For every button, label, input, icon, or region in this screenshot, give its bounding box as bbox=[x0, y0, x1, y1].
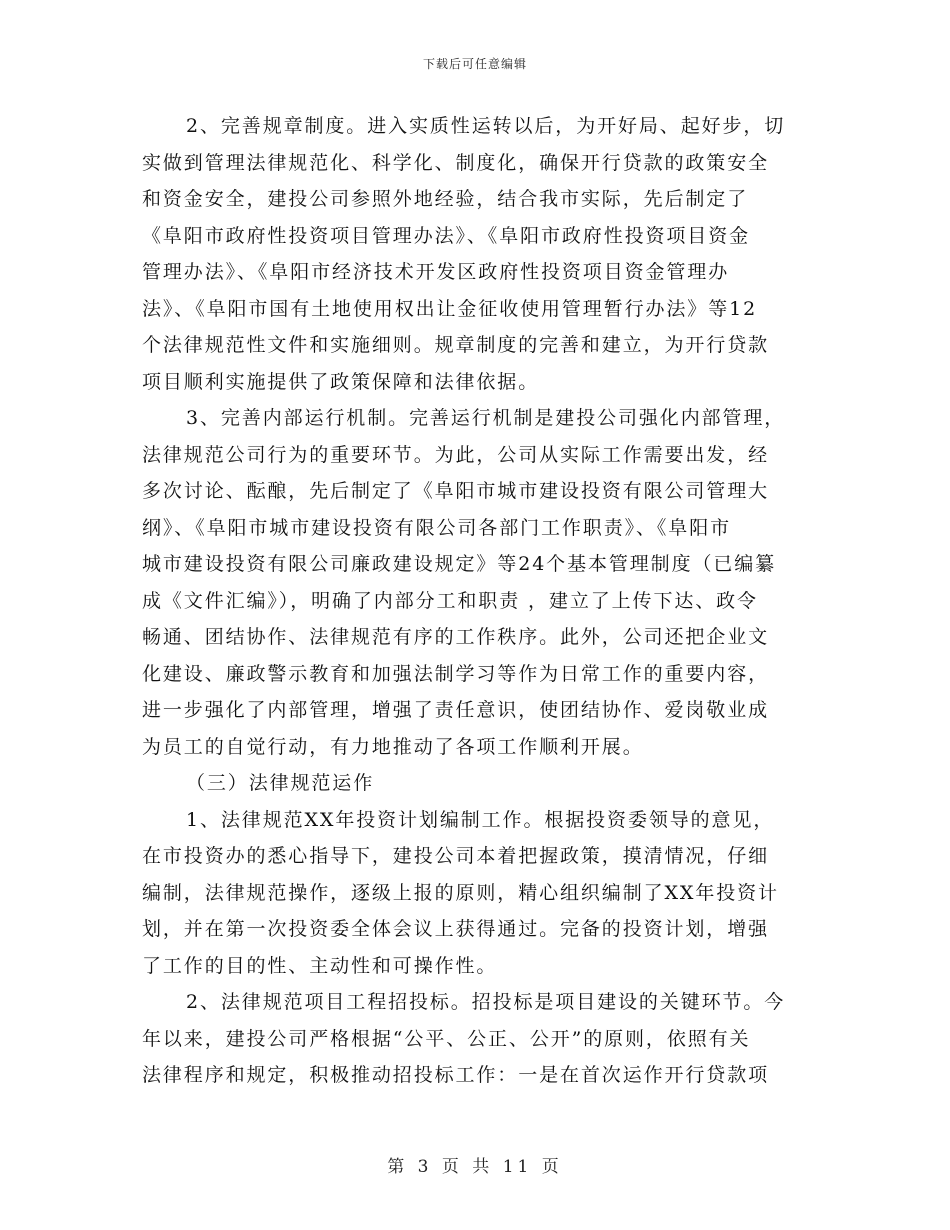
text-line: 成《文件汇编》），明确了内部分工和职责 ，建立了上传下达、政令 bbox=[142, 589, 758, 612]
text-line: 2、完善规章制度。进入实质性运转以后，为开好局、起好步，切 bbox=[186, 115, 786, 137]
text-line: 进一步强化了内部管理，增强了责任意识，使团结协作、爱岗敬业成 bbox=[142, 699, 770, 721]
text-line: 个法律规范性文件和实施细则。规章制度的完善和建立，为开行贷款 bbox=[142, 334, 770, 356]
text-line: 化建设、廉政警示教育和加强法制学习等作为日常工作的重要内容， bbox=[142, 662, 770, 685]
text-line: 多次讨论、酝酿，先后制定了《阜阳市城市建设投资有限公司管理大 bbox=[142, 480, 770, 502]
text-line: 畅通、团结协作、法律规范有序的工作秩序。此外，公司还把企业文 bbox=[142, 626, 770, 648]
text-line: 为员工的自觉行动，有力地推动了各项工作顺利开展。 bbox=[142, 735, 644, 758]
text-line: 3、完善内部运行机制。完善运行机制是建投公司强化内部管理， bbox=[186, 407, 786, 429]
page-header: 下载后可任意编辑 bbox=[422, 57, 527, 71]
text-line: 城市建设投资有限公司廉政建设规定》等24个基本管理制度（已编纂 bbox=[142, 553, 777, 575]
text-line: 和资金安全，建投公司参照外地经验，结合我市实际，先后制定了 bbox=[142, 188, 749, 210]
text-line: 编制，法律规范操作，逐级上报的原则，精心组织编制了XX年投资计 bbox=[142, 881, 779, 904]
text-line: 1、法律规范XX年投资计划编制工作。根据投资委领导的意见， bbox=[186, 808, 775, 831]
document-body bbox=[142, 108, 806, 1094]
text-line: 法律程序和规定，积极推动招投标工作：一是在首次运作开行贷款项 bbox=[142, 1064, 770, 1086]
text-line: 划，并在第一次投资委全体会议上获得通过。完备的投资计划，增强 bbox=[142, 918, 770, 940]
text-line: 管理办法》、《阜阳市经济技术开发区政府性投资项目资金管理办 bbox=[142, 261, 730, 283]
page-number-footer: 第 3 页 共 11 页 bbox=[387, 1157, 563, 1177]
text-line: 年以来，建投公司严格根据“公平、公正、公开”的原则，依照有关 bbox=[142, 1027, 751, 1050]
text-line: （三）法律规范运作 bbox=[186, 772, 375, 794]
text-line: 2、法律规范项目工程招投标。招投标是项目建设的关键环节。今 bbox=[186, 991, 786, 1013]
text-line: 项目顺利实施提供了政策保障和法律依据。 bbox=[142, 370, 540, 393]
text-line: 了工作的目的性、主动性和可操作性。 bbox=[142, 954, 498, 977]
text-line: 《阜阳市政府性投资项目管理办法》、《阜阳市政府性投资项目资金 bbox=[142, 224, 751, 247]
text-line: 在市投资办的悉心指导下，建投公司本着把握政策，摸清情况，仔细 bbox=[142, 845, 770, 867]
text-line: 实做到管理法律规范化、科学化、制度化，确保开行贷款的政策安全 bbox=[142, 151, 770, 174]
text-line: 法律规范公司行为的重要环节。为此，公司从实际工作需要出发，经 bbox=[142, 443, 770, 466]
text-line: 纲》、《阜阳市城市建设投资有限公司各部门工作职责》、《阜阳市 bbox=[142, 516, 732, 539]
text-line: 法》、《阜阳市国有土地使用权出让金征收使用管理暂行办法》等12 bbox=[142, 297, 758, 320]
